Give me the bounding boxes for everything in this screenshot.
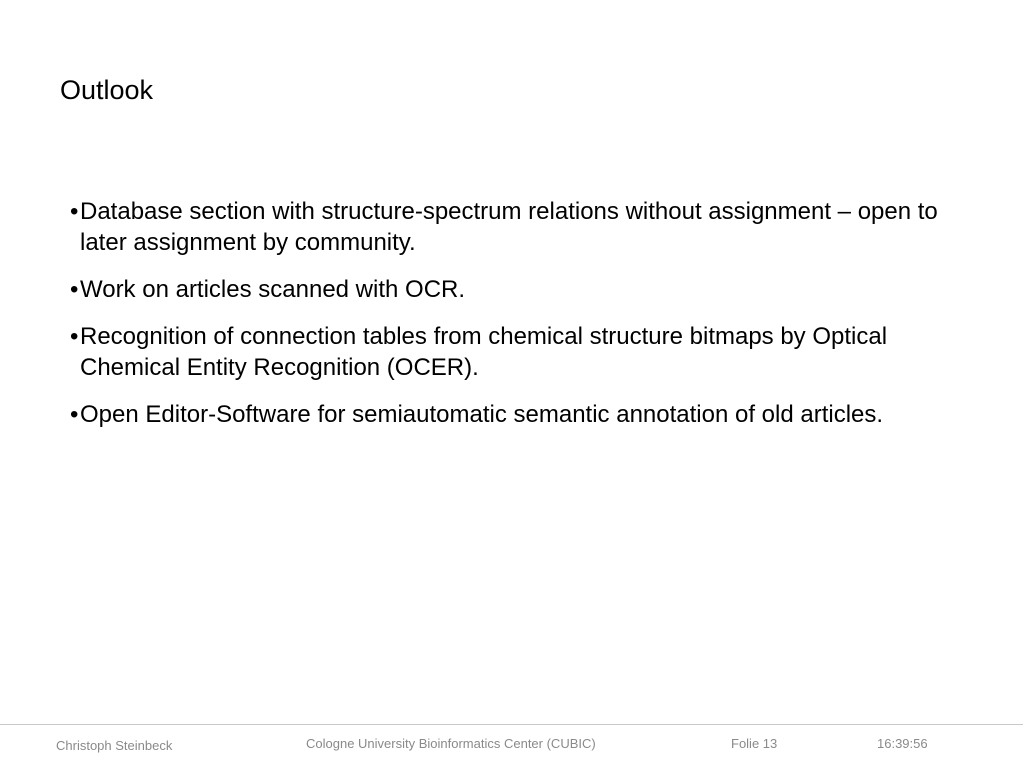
bullet-dot-icon: • bbox=[70, 323, 79, 350]
slide-title: Outlook bbox=[60, 75, 154, 105]
footer-page-number: Folie 13 bbox=[731, 736, 778, 751]
bullet-item bbox=[70, 274, 970, 305]
bullet-text: Recognition of connection tables from chemical structure bitmaps by Optical Chemical Entity Recognition (OCER). bbox=[80, 323, 888, 381]
bullet-text: Work on articles scanned with OCR. bbox=[80, 276, 466, 303]
bullet-dot-icon: • bbox=[70, 276, 79, 303]
footer-divider bbox=[0, 724, 1023, 725]
bullet-list bbox=[70, 196, 970, 446]
footer-organization: Cologne University Bioinformatics Center (CUBIC) bbox=[306, 736, 596, 751]
bullet-dot-icon: • bbox=[70, 198, 79, 225]
bullet-item bbox=[70, 321, 970, 383]
footer-author: Christoph Steinbeck bbox=[56, 738, 173, 753]
bullet-text: Open Editor-Software for semiautomatic semantic annotation of old articles. bbox=[80, 401, 884, 428]
bullet-item bbox=[70, 399, 970, 430]
bullet-item bbox=[70, 196, 970, 258]
bullet-text: Database section with structure-spectrum relations without assignment – open to later assignment by community. bbox=[80, 198, 938, 256]
footer-time: 16:39:56 bbox=[877, 736, 928, 751]
bullet-dot-icon: • bbox=[70, 401, 79, 428]
